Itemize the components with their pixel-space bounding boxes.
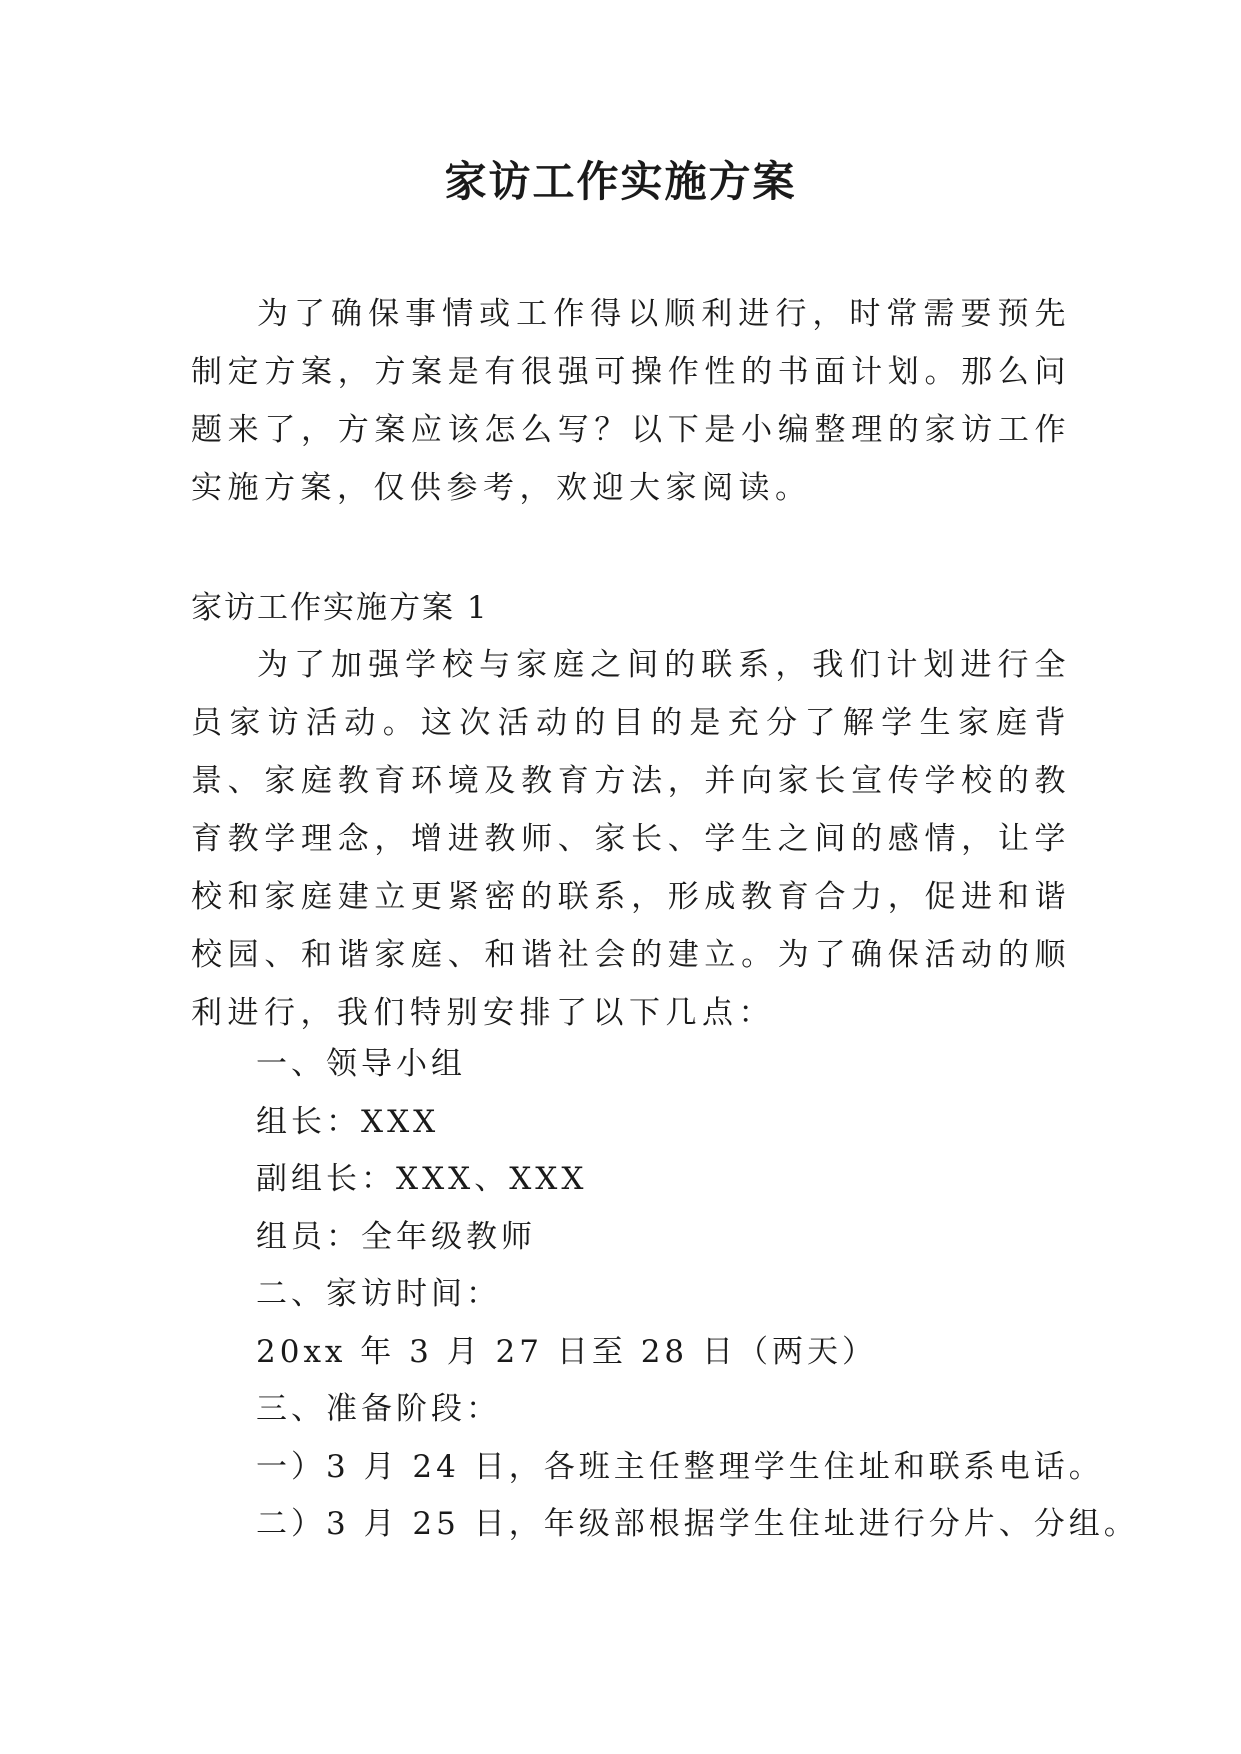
list-item: 一）3 月 24 日，各班主任整理学生住址和联系电话。 — [256, 1448, 1104, 1485]
document-title: 家访工作实施方案 — [444, 157, 797, 206]
intro-paragraph: 为了确保事情或工作得以顺利进行，时常需要预先制定方案，方案是有很强可操作性的书面计划。那么问题来了，方案应该怎么写？以下是小编整理的家访工作实施方案，仅供参考，欢迎大家阅读。 — [191, 296, 1071, 506]
plan-items-list — [256, 1036, 1139, 1554]
section-paragraph: 为了加强学校与家庭之间的联系，我们计划进行全员家访活动。这次活动的目的是充分了解学生家庭背景、家庭教育环境及教育方法，并向家长宣传学校的教育教学理念，增进教师、家长、学生之间的感情，让学校和家庭建立更紧密的联系，形成教育合力，促进和谐校园、和谐家庭、和谐社会的建立。为了确保活动的顺利进行，我们特别安排了以下几点： — [191, 647, 1071, 1031]
list-item: 二）3 月 25 日，年级部根据学生住址进行分片、分组。 — [256, 1506, 1139, 1542]
intro-paragraph-block — [191, 285, 1071, 517]
list-item: 一、领导小组 — [256, 1046, 466, 1082]
list-item: 副组长：XXX、XXX — [256, 1161, 588, 1197]
list-item: 三、准备阶段： — [256, 1391, 501, 1427]
list-item: 二、家访时间： — [256, 1276, 501, 1312]
section-heading: 家访工作实施方案 1 — [191, 590, 489, 626]
section-paragraph-block — [191, 636, 1071, 1042]
list-item: 组长：XXX — [256, 1103, 440, 1140]
list-item: 20xx 年 3 月 27 日至 28 日（两天） — [256, 1333, 878, 1370]
list-item: 组员：全年级教师 — [256, 1218, 536, 1255]
